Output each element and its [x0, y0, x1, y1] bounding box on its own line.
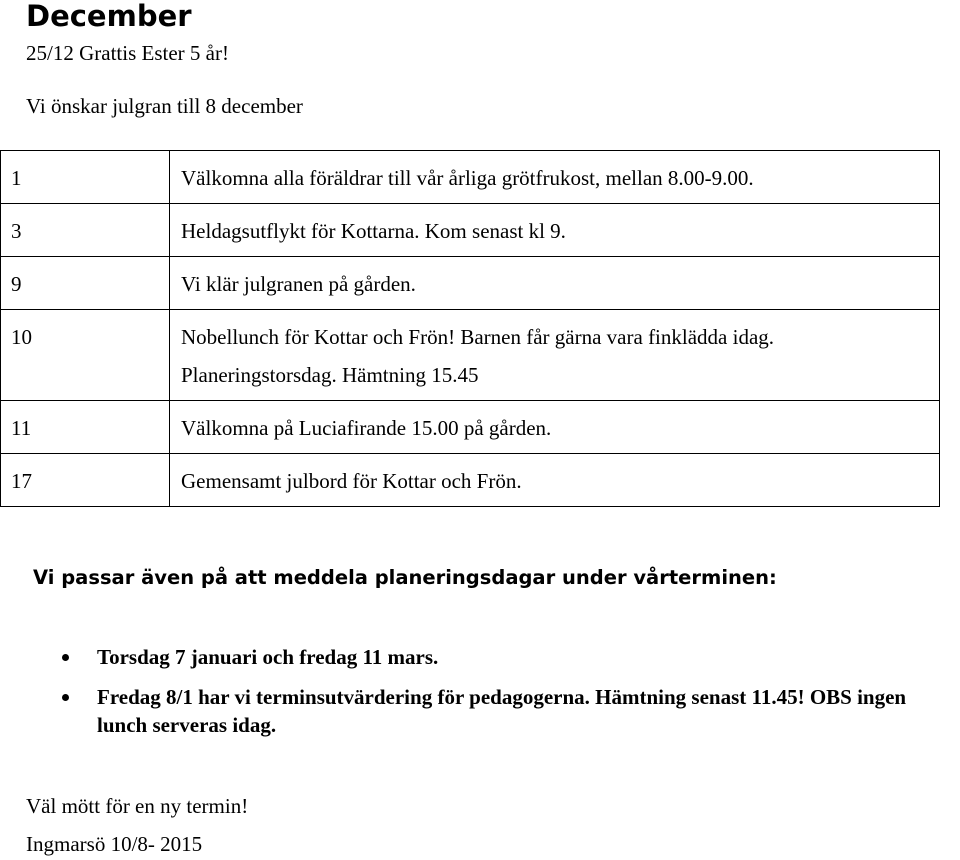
event-description — [170, 454, 940, 507]
table-row — [1, 454, 940, 507]
planning-list — [0, 643, 960, 751]
event-description — [170, 310, 940, 401]
list-item-text: Torsdag 7 januari och fredag 11 mars. — [97, 645, 439, 669]
list-item — [0, 683, 960, 739]
event-description — [170, 401, 940, 454]
event-text: Välkomna på Luciafirande 15.00 på gården. — [181, 416, 552, 440]
event-text: Vi klär julgranen på gården. — [181, 272, 416, 296]
event-day: 3 — [1, 204, 170, 257]
event-text: Nobellunch för Kottar och Frön! Barnen får gärna vara finklädda idag. — [181, 325, 775, 349]
event-day: 10 — [1, 310, 170, 401]
table-row — [1, 310, 940, 401]
page-title: December — [26, 0, 192, 33]
table-row — [1, 257, 940, 310]
event-text: Heldagsutflykt för Kottarna. Kom senast kl 9. — [181, 219, 566, 243]
event-day: 9 — [1, 257, 170, 310]
event-day: 11 — [1, 401, 170, 454]
table-row — [1, 401, 940, 454]
closing-text: Väl mött för en ny termin! — [26, 794, 249, 818]
planning-heading: Vi passar även på att meddela planeringsdagar under vårterminen: — [33, 566, 777, 589]
table-row — [1, 204, 940, 257]
event-day: 1 — [1, 151, 170, 204]
list-item-text: Fredag 8/1 har vi terminsutvärdering för pedagogerna. Hämtning senast 11.45! OBS ingen lunch serveras idag. — [97, 685, 907, 737]
event-description — [170, 151, 940, 204]
event-description — [170, 257, 940, 310]
tree-note: Vi önskar julgran till 8 december — [26, 94, 303, 118]
list-item — [0, 643, 960, 671]
event-text: Gemensamt julbord för Kottar och Frön. — [181, 469, 522, 493]
event-day: 17 — [1, 454, 170, 507]
table-row — [1, 151, 940, 204]
event-subtext: Planeringstorsdag. Hämtning 15.45 — [181, 363, 479, 387]
event-text: Välkomna alla föräldrar till vår årliga grötfrukost, mellan 8.00-9.00. — [181, 166, 754, 190]
birthday-note: 25/12 Grattis Ester 5 år! — [26, 41, 229, 65]
bullet-icon — [62, 654, 69, 661]
event-description — [170, 204, 940, 257]
bullet-icon — [62, 694, 69, 701]
signature: Ingmarsö 10/8- 2015 — [26, 832, 203, 856]
events-table — [0, 150, 940, 507]
